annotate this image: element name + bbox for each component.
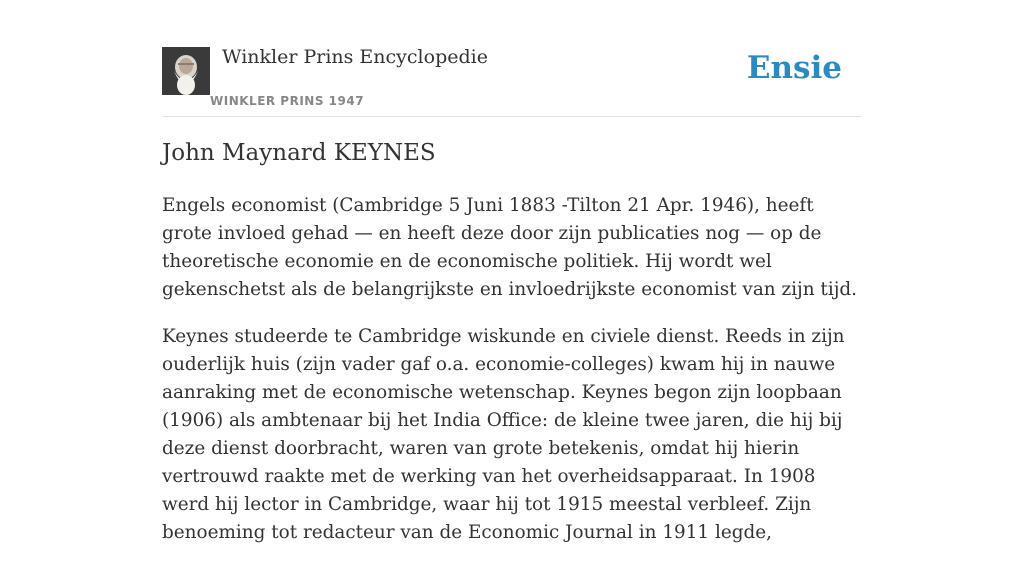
article-title: John Maynard KEYNES: [162, 140, 436, 166]
ensie-logo[interactable]: Ensie: [746, 50, 842, 86]
article-paragraph: Engels economist (Cambridge 5 Juni 1883 -Tilton 21 Apr. 1946), heeft grote invloed gehad — en heeft deze door zijn publicaties nog — op de theoretische economie en de economische politiek. Hij wordt wel gekenschetst als de belangrijkste en invloedrijkste economist van zijn tijd.: [162, 195, 858, 300]
source-header: [162, 44, 862, 117]
source-title[interactable]: Winkler Prins Encyclopedie: [222, 46, 488, 68]
bearded-man-portrait-icon[interactable]: [162, 47, 210, 95]
article-body: [162, 192, 862, 566]
source-edition-label: WINKLER PRINS 1947: [210, 94, 365, 108]
article-paragraph: Keynes studeerde te Cambridge wiskunde en civiele dienst. Reeds in zijn ouderlijk huis (zijn vader gaf o.a. economie-colleges) kwam hij in nauwe aanraking met de economische wetenschap. Keynes begon zijn loopbaan (1906) als ambtenaar bij het India Office: de kleine twee jaren, die hij bij deze dienst doorbracht, waren van grote betekenis, omdat hij hierin vertrouwd raakte met de werking van het overheidsapparaat. In 1908 werd hij lector in Cambridge, waar hij tot 1915 meestal verbleef. Zijn benoeming tot redacteur van de Economic Journal in 1911 legde,: [162, 326, 845, 543]
